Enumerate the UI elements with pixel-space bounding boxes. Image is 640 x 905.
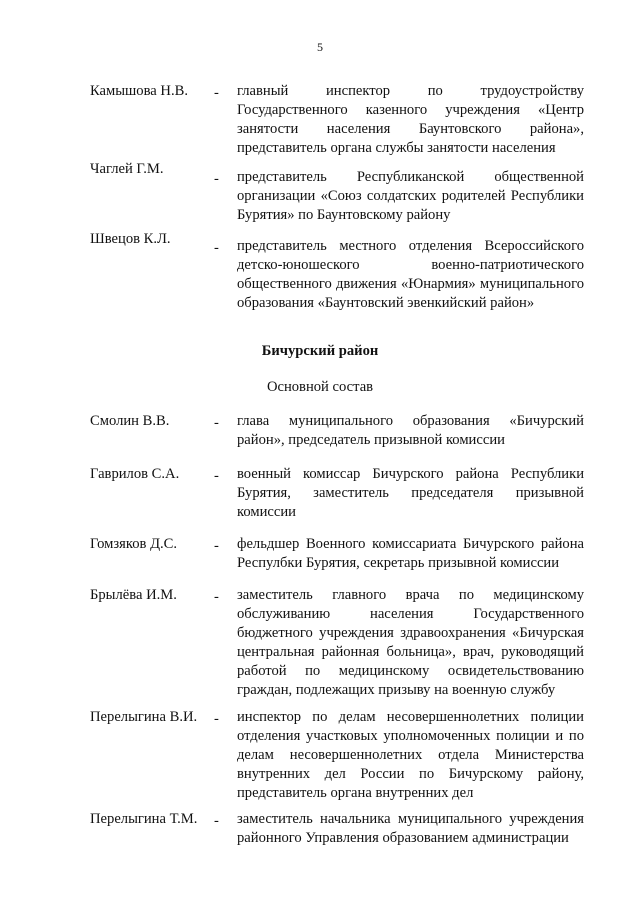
entry-dash: - [214, 711, 219, 727]
member-description: глава муниципального образования «Бичурский район», председатель призывной комиссии [237, 413, 584, 448]
member-name: Перелыгина Т.М. [90, 811, 198, 827]
entry-dash: - [214, 415, 219, 431]
entry-dash: - [214, 538, 219, 554]
entry-dash: - [214, 85, 219, 101]
section-subtitle: Основной состав [266, 379, 374, 395]
member-name: Смолин В.В. [90, 413, 170, 429]
member-name: Камышова Н.В. [90, 83, 188, 99]
member-name: Гомзяков Д.С. [90, 536, 178, 552]
member-name: Перелыгина В.И. [90, 709, 198, 725]
member-description: фельдшер Военного комиссариата Бичурского района Респулбки Бурятия, секретарь призывной комиссии [237, 536, 584, 571]
member-name: Чаглей Г.М. [90, 161, 164, 177]
member-description: представитель Республиканской общественной организации «Союз солдатских родителей Республики Бурятия» по Баунтовскому району [237, 169, 584, 223]
entry-dash: - [214, 589, 219, 605]
entry-dash: - [214, 468, 219, 484]
member-name: Швецов К.Л. [90, 231, 171, 247]
member-name: Брылёва И.М. [90, 587, 177, 603]
member-description: заместитель начальника муниципального учреждения районного Управления образованием администрации [237, 811, 584, 846]
entry-dash: - [214, 240, 219, 256]
member-description: главный инспектор по трудоустройству Государственного казенного учреждения «Центр занятости населения Баунтовского района», представитель органа службы занятости населения [237, 83, 584, 156]
member-description: военный комиссар Бичурского района Республики Бурятия, заместитель председателя призывной комиссии [237, 466, 584, 520]
member-name: Гаврилов С.А. [90, 466, 180, 482]
entry-dash: - [214, 171, 219, 187]
page-number: 5 [317, 40, 323, 54]
entry-dash: - [214, 813, 219, 829]
member-description: представитель местного отделения Всероссийского детско-юношеского военно-патриотического общественного движения «Юнармия» муниципального образования «Баунтовский эвенкийский район» [237, 238, 584, 311]
member-description: заместитель главного врача по медицинскому обслуживанию населения Государственного бюджетного учреждения здравоохранения «Бичурская центральная районная больница», врач, руководящий работой по медицинскому освидетельствованию граждан, подлежащих призыву на военную службу [237, 587, 584, 698]
section-title: Бичурский район [261, 343, 379, 359]
member-description: инспектор по делам несовершеннолетних полиции отделения участковых уполномоченных полиции и по делам несовершеннолетних отдела Министерства внутренних дел России по Бичурскому району, представитель органа внутренних дел [237, 709, 584, 801]
